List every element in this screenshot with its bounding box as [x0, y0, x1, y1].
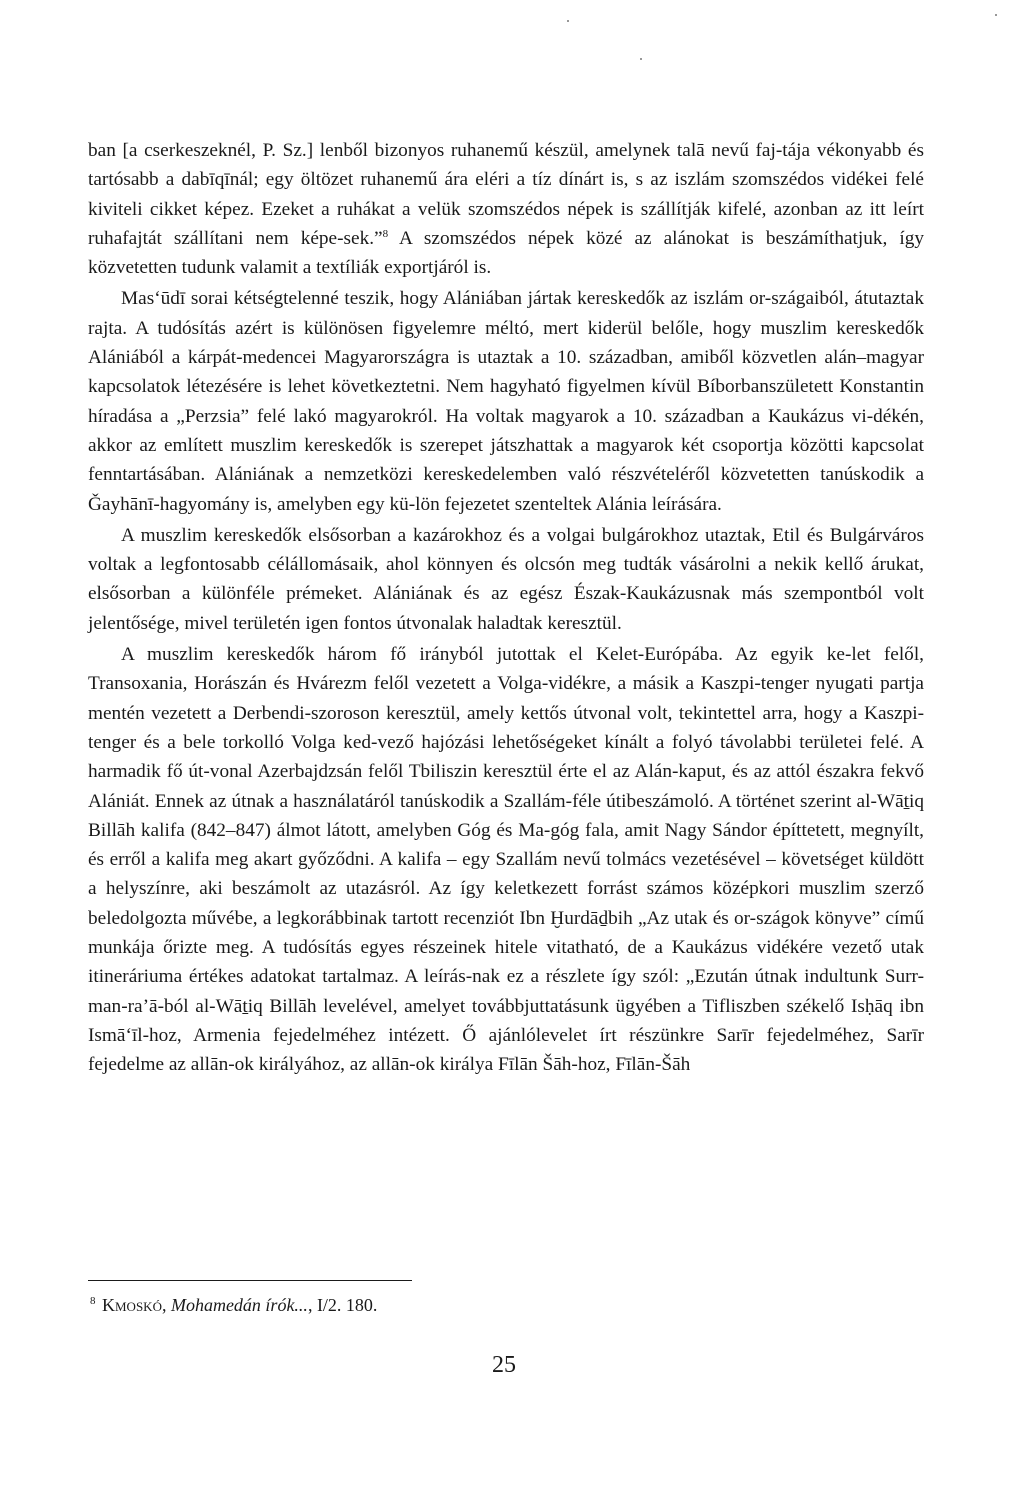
footnote-details: , I/2. 180. — [307, 1295, 378, 1315]
footnote-author: Kmoskó — [102, 1295, 162, 1315]
scan-speck — [640, 58, 642, 60]
page-number: 25 — [492, 1352, 516, 1378]
paragraph-1-text: ban [a cserkeszeknél, P. Sz.] lenből bizonyos ruhanemű készül, amelynek talā nevű faj-tája vékonyabb és tartósabb a dabīqīnál; egy öltözet ruhanemű ára eléri a tíz dínárt is, s az iszlám szomszédos vidékei felé kiviteli cikket képez. Ezeket a ruhákat a velük szomszédos népek is szállítják kifelé, azonban az itt leírt ruhafajtát szállítani nem képe-sek.” — [88, 140, 924, 249]
paragraph-2: Mas‘ūdī sorai kétségtelenné teszik, hogy Alániában jártak kereskedők az iszlám or-szágaiból, átutaztak rajta. A tudósítás azért is különösen figyelemre méltó, mert kiderül belőle, hogy muszlim kereskedők Alániából a kárpát-medencei Magyarországra is utaztak a 10. században, amiből közvetlen alán–magyar kapcsolatok létezésére is lehet következtetni. Nem hagyható figyelmen kívül Bíborbanszületett Konstantin híradása a „Perzsia” felé lakó magyarokról. Ha voltak magyarok a 10. században a Kaukázus vi-dékén, akkor az említett muszlim kereskedők is szerepet játszhattak a magyarok két csoportja közötti kapcsolat fenntartásában. Alániának a nemzetközi kereskedelemben való részvételéről közvetetten tanúskodik a Ǧayhānī-hagyomány is, amelyben egy kü-lön fejezetet szenteltek Alánia leírására. — [88, 288, 924, 515]
footnote-divider — [88, 1280, 412, 1281]
footnote-separator: , — [161, 1295, 171, 1315]
footnote-title: Mohamedán írók... — [170, 1295, 308, 1315]
scan-speck — [567, 20, 569, 22]
footnote-reference[interactable]: 8 — [382, 227, 389, 240]
footnote-number: 8 — [90, 1295, 96, 1307]
footnote — [90, 1292, 377, 1318]
paragraph-1-continuation: A szomszédos népek közé az alánokat is beszámíthatjuk, így közvetetten tudunk valamit a textíliák exportjáról is. — [88, 227, 925, 279]
paragraph-1 — [88, 136, 924, 282]
paragraph-4: A muszlim kereskedők három fő irányból jutottak el Kelet-Európába. Az egyik ke-let felől, Transoxania, Horászán és Hvárezm felől vezetett a Volga-vidékre, a másik a Kaszpi-tenger nyugati partja mentén vezetett a Derbendi-szoroson keresztül, amely kettős útvonal volt, tekintettel arra, hogy a Kaszpi-tenger és a bele torkolló Volga ked-vező hajózási lehetőségeket kínált a folyó távolabbi területei felé. A harmadik fő út-vonal Azerbajdzsán felől Tbiliszin keresztül érte el az Alán-kaput, és az attól északra fekvő Alániát. Ennek az útnak a használatáról tanúskodik a Szallám-féle útibeszámoló. A történet szerint al-Wāṯiq Billāh kalifa (842–847) álmot látott, amelyben Góg és Ma-góg fala, amit Nagy Sándor építtetett, megnyílt, és erről a kalifa meg akart győződni. A kalifa – egy Szallám nevű tolmács vezetésével – követséget küldött a helyszínre, aki beszámolt az utazásról. Az így keletkezett forrást számos középkori muszlim szerző beledolgozta művébe, a legkorábbinak tartott recenziót Ibn Ḫurdāḏbih „Az utak és or-szágok könyve” című munkája őrizte meg. A tudósítás egyes részeinek hitele vitatható, de a Kaukázus vidékére vezető utak itineráriuma értékes adatokat tartalmaz. A leírás-nak ez a részlete így szól: „Ezután útnak indultunk Surr-man-ra’ā-ból al-Wāṯiq Billāh levelével, amelyet továbbjuttatásunk ügyében a Tifliszben székelő Isḥāq ibn Ismā‘īl-hoz, Armenia fejedelméhez intézett. Ő ajánlólevelet írt részünkre Sarīr fejedelméhez, Sarīr fejedelme az allān-ok királyához, az allān-ok királya Fīlān Šāh-hoz, Fīlān-Šāh — [88, 644, 924, 1076]
scan-speck — [995, 14, 997, 16]
page-body — [88, 136, 924, 1080]
paragraph-3: A muszlim kereskedők elsősorban a kazárokhoz és a volgai bulgárokhoz utaztak, Etil és Bulgárváros voltak a legfontosabb célállomásaik, ahol könnyen és olcsón meg tudták vásárolni a nekik kellő árukat, elsősorban a különféle prémeket. Alániának és az egész Észak-Kaukázusnak más szempontból volt jelentősége, mivel területén igen fontos útvonalak haladtak keresztül. — [88, 524, 924, 634]
